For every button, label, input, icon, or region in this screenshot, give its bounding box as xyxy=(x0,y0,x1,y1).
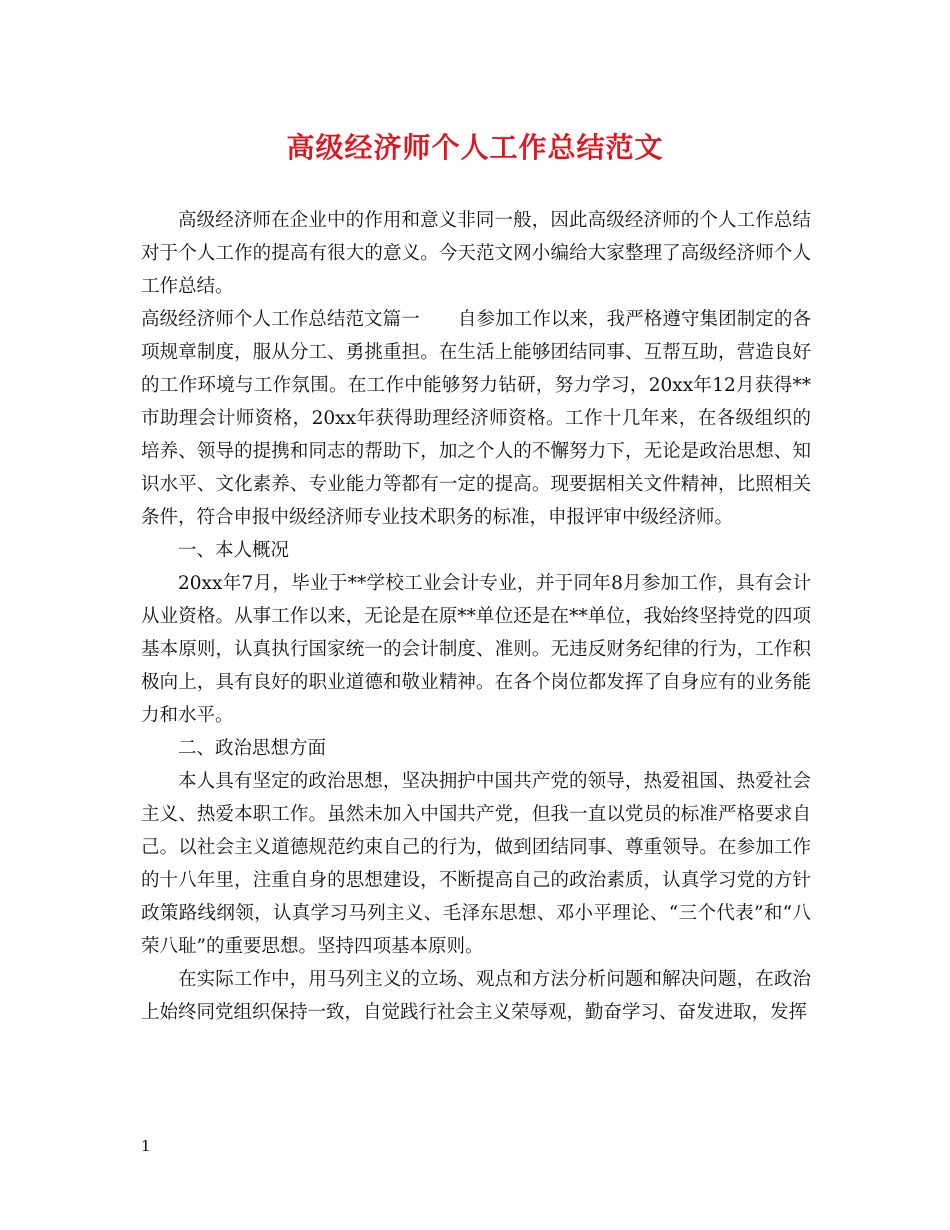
section1-paragraph: 20xx年7月，毕业于**学校工业会计专业，并于同年8月参加工作，具有会计从业资格。从事工作以来，无论是在原**单位还是在**单位，我始终坚持党的四项基本原则，认真执行国家统一的会计制度、准则。无违反财务纪律的行为，工作积极向上，具有良好的职业道德和敬业精神。在各个岗位都发挥了自身应有的业务能力和水平。 xyxy=(141,573,811,726)
page-number: 1 xyxy=(141,1137,151,1155)
document-title: 高级经济师个人工作总结范文 xyxy=(286,131,664,164)
sample-paragraph xyxy=(141,303,811,534)
section1-heading: 一、本人概况 xyxy=(178,540,290,561)
section2-paragraph-1: 本人具有坚定的政治思想，坚决拥护中国共产党的领导，热爱祖国、热爱社会主义、热爱本职工作。虽然未加入中国共产党，但我一直以党员的标准严格要求自己。以社会主义道德规范约束自己的行为，做到团结同事、尊重领导。在参加工作的十八年里，注重自身的思想建设，不断提高自己的政治素质，认真学习党的方针政策路线纲领，认真学习马列主义、毛泽东思想、邓小平理论、“三个代表”和“八荣八耻”的重要思想。坚持四项基本原则。 xyxy=(141,771,811,957)
document-body xyxy=(141,204,811,1029)
intro-paragraph: 高级经济师在企业中的作用和意义非同一般，因此高级经济师的个人工作总结对于个人工作的提高有很大的意义。今天范文网小编给大家整理了高级经济师个人工作总结。 xyxy=(141,210,811,297)
section2-heading: 二、政治思想方面 xyxy=(178,738,327,759)
sample-heading: 高级经济师个人工作总结范文篇一 xyxy=(141,309,420,330)
sample-text: 自参加工作以来，我严格遵守集团制定的各项规章制度，服从分工、勇挑重担。在生活上能够团结同事、互帮互助，营造良好的工作环境与工作氛围。在工作中能够努力钻研，努力学习，20xx年12月获得**市助理会计师资格，20xx年获得助理经济师资格。工作十几年来，在各级组织的培养、领导的提携和同志的帮助下，加之个人的不懈努力下，无论是政治思想、知识水平、文化素养、专业能力等都有一定的提高。现要据相关文件精神，比照相关条件，符合申报中级经济师专业技术职务的标准，申报评审中级经济师。 xyxy=(141,309,811,528)
section2-paragraph-2: 在实际工作中，用马列主义的立场、观点和方法分析问题和解决问题，在政治上始终同党组织保持一致，自觉践行社会主义荣辱观，勤奋学习、奋发进取，发挥 xyxy=(141,969,811,1023)
